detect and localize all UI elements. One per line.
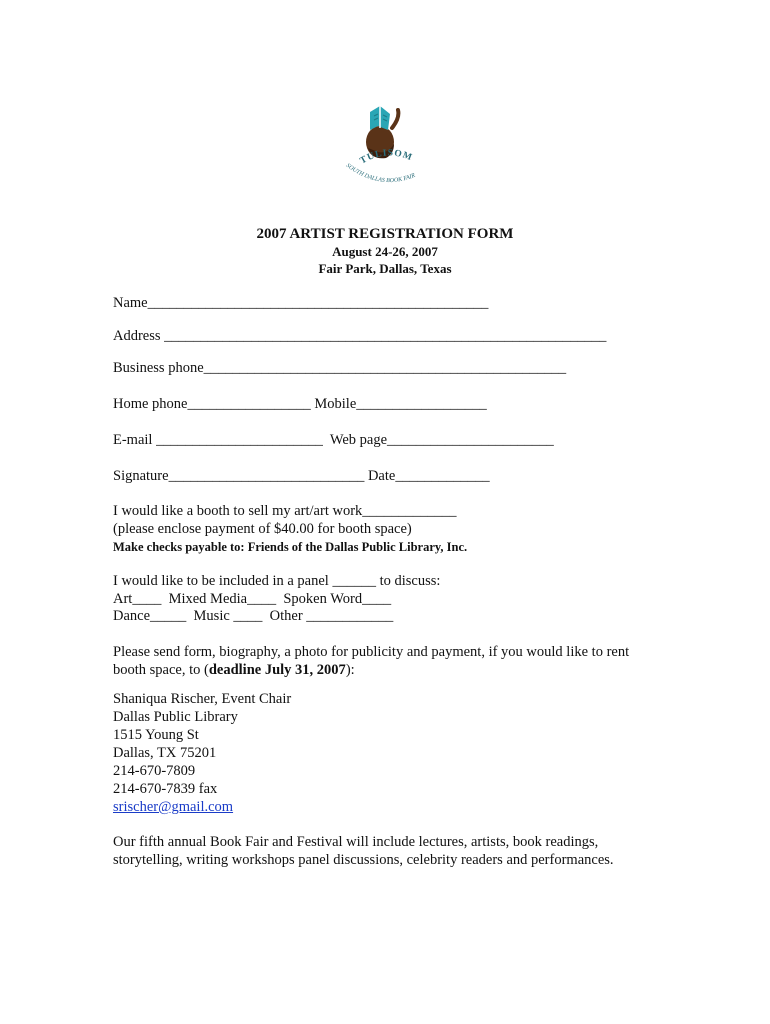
email-webpage-field[interactable]: E-mail _______________________ Web page_______________________ — [113, 432, 554, 448]
contact-name: Shaniqua Rischer, Event Chair — [113, 691, 292, 707]
instructions-line-1: Please send form, biography, a photo for publicity and payment, if you would like to rent — [113, 644, 630, 660]
logo-title-text: TULISOM — [358, 148, 414, 167]
logo-arm — [392, 110, 398, 128]
name-field[interactable]: Name_______________________________________________ — [113, 295, 489, 311]
contact-email-link[interactable]: srischer@gmail.com — [113, 799, 234, 815]
instructions-prefix: booth space, to ( — [113, 662, 209, 678]
form-title: 2007 ARTIST REGISTRATION FORM — [256, 226, 514, 242]
address-field[interactable]: Address _____________________________________________________________ — [113, 328, 607, 344]
contact-organization: Dallas Public Library — [113, 709, 238, 725]
event-location: Fair Park, Dallas, Texas — [318, 261, 452, 276]
business-phone-field[interactable]: Business phone__________________________________________________ — [113, 360, 567, 376]
event-dates: August 24-26, 2007 — [332, 244, 438, 259]
checks-payable-note: Make checks payable to: Friends of the Dallas Public Library, Inc. — [113, 540, 468, 554]
logo-subtitle-text: SOUTH DALLAS BOOK FAIR — [344, 162, 417, 185]
closing-line-2: storytelling, writing workshops panel discussions, celebrity readers and performances. — [113, 852, 614, 868]
contact-street: 1515 Young St — [113, 727, 199, 743]
signature-date-field[interactable]: Signature___________________________ Date_____________ — [113, 468, 490, 484]
tulisoma-logo — [332, 104, 442, 200]
panel-options-line-1[interactable]: Art____ Mixed Media____ Spoken Word____ — [113, 591, 392, 607]
deadline-text: deadline July 31, 2007 — [208, 662, 346, 678]
contact-city: Dallas, TX 75201 — [113, 745, 217, 761]
instructions-line-2 — [113, 661, 355, 679]
contact-fax: 214-670-7839 fax — [113, 781, 218, 797]
booth-payment-note: (please enclose payment of $40.00 for booth space) — [113, 521, 412, 537]
svg-text:SOUTH DALLAS BOOK FAIR — [345, 163, 417, 184]
booth-request-line[interactable]: I would like a booth to sell my art/art work_____________ — [113, 503, 457, 519]
home-mobile-phone-field[interactable]: Home phone_________________ Mobile__________________ — [113, 396, 487, 412]
panel-request-line[interactable]: I would like to be included in a panel ______ to discuss: — [113, 573, 441, 589]
panel-options-line-2[interactable]: Dance_____ Music ____ Other ____________ — [113, 608, 394, 624]
instructions-suffix: ): — [345, 662, 355, 678]
contact-phone: 214-670-7809 — [113, 763, 196, 779]
closing-line-1: Our fifth annual Book Fair and Festival will include lectures, artists, book readings, — [113, 834, 599, 850]
